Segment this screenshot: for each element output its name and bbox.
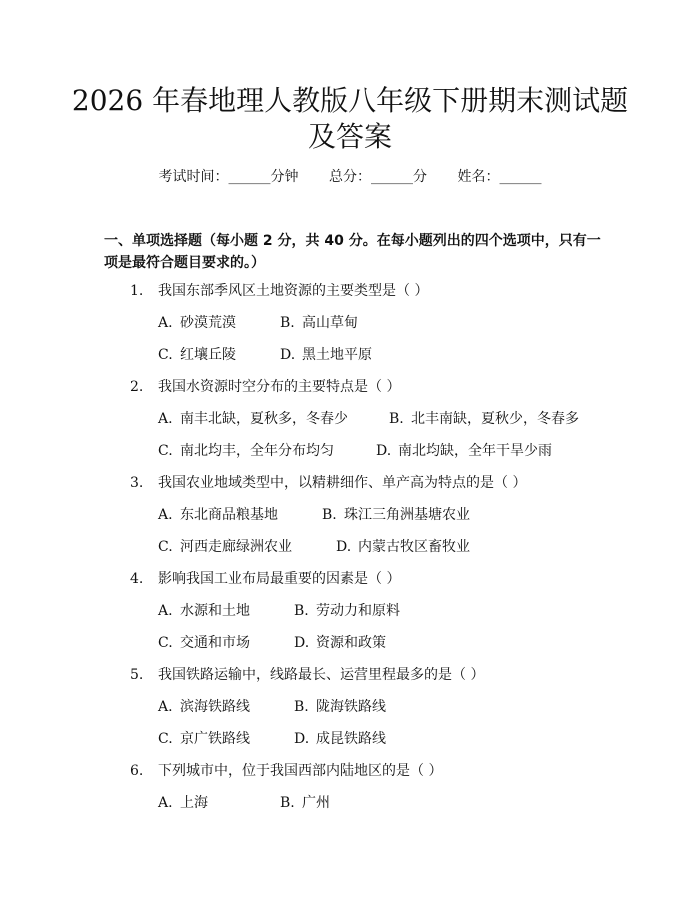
option-6b	[280, 793, 330, 813]
option-2c	[158, 441, 334, 461]
question-number: 1.	[130, 283, 144, 299]
option-label: A.	[158, 699, 173, 715]
question-number: 6.	[130, 763, 144, 779]
option-5a	[158, 697, 250, 717]
option-4a	[158, 601, 250, 621]
option-label: B.	[280, 795, 295, 811]
student-name-field: 姓名：______	[457, 169, 542, 185]
option-label: A.	[158, 507, 173, 523]
question-number: 5.	[130, 667, 144, 683]
option-1c	[158, 345, 236, 365]
option-label: B.	[322, 507, 337, 523]
option-4c	[158, 633, 250, 653]
option-text: 高山草甸	[302, 315, 358, 331]
option-label: A.	[158, 315, 173, 331]
option-label: D.	[376, 443, 392, 459]
option-label: C.	[158, 347, 173, 363]
option-text: 南北均缺，全年干旱少雨	[398, 443, 552, 459]
option-text: 资源和政策	[316, 635, 386, 651]
option-text: 上海	[180, 795, 208, 811]
question-number: 4.	[130, 571, 144, 587]
option-5b	[294, 697, 386, 717]
exam-title-line2: 及答案	[307, 120, 392, 153]
option-2b	[389, 409, 579, 429]
option-text: 陇海铁路线	[316, 699, 386, 715]
question-6-text: 下列城市中，位于我国西部内陆地区的是（ ）	[158, 763, 443, 779]
option-text: 水源和土地	[180, 603, 250, 619]
option-label: D.	[294, 731, 310, 747]
option-text: 成昆铁路线	[316, 731, 386, 747]
option-1a	[158, 313, 236, 333]
option-label: A.	[158, 795, 173, 811]
exam-meta	[0, 167, 700, 187]
option-3d	[336, 537, 470, 557]
option-label: D.	[294, 635, 310, 651]
option-text: 东北商品粮基地	[180, 507, 278, 523]
option-label: D.	[336, 539, 352, 555]
option-text: 北丰南缺，夏秋少，冬春多	[411, 411, 579, 427]
option-text: 内蒙古牧区畜牧业	[358, 539, 470, 555]
option-text: 广州	[302, 795, 330, 811]
option-text: 滨海铁路线	[180, 699, 250, 715]
option-label: C.	[158, 539, 173, 555]
question-2-text: 我国水资源时空分布的主要特点是（ ）	[158, 379, 401, 395]
option-label: B.	[294, 699, 309, 715]
option-label: C.	[158, 731, 173, 747]
option-2d	[376, 441, 552, 461]
option-label: A.	[158, 411, 173, 427]
option-text: 黑土地平原	[302, 347, 372, 363]
question-3-text: 我国农业地域类型中，以精耕细作、单产高为特点的是（ ）	[158, 475, 527, 491]
option-4b	[294, 601, 400, 621]
option-text: 劳动力和原料	[316, 603, 400, 619]
question-number: 3.	[130, 475, 144, 491]
option-5d	[294, 729, 386, 749]
option-6a	[158, 793, 208, 813]
option-text: 红壤丘陵	[180, 347, 236, 363]
option-2a	[158, 409, 348, 429]
total-score-field: 总分：______分	[329, 169, 427, 185]
option-text: 砂漠荒漠	[180, 315, 236, 331]
question-1-text: 我国东部季风区土地资源的主要类型是（ ）	[158, 283, 429, 299]
option-label: A.	[158, 603, 173, 619]
option-label: B.	[294, 603, 309, 619]
option-1d	[280, 345, 372, 365]
option-label: C.	[158, 443, 173, 459]
option-3c	[158, 537, 292, 557]
exam-time-field: 考试时间：______分钟	[158, 169, 299, 185]
option-label: B.	[280, 315, 295, 331]
option-4d	[294, 633, 386, 653]
section-heading-single-choice: 一、单项选择题（每小题 2 分，共 40 分。在每小题列出的四个选项中，只有一项是最符合题目要求的。）	[104, 233, 601, 271]
option-3b	[322, 505, 470, 525]
option-label: B.	[389, 411, 404, 427]
exam-title-line1: 2026 年春地理人教版八年级下册期末测试题	[71, 84, 629, 117]
option-label: D.	[280, 347, 296, 363]
option-text: 南北均丰，全年分布均匀	[180, 443, 334, 459]
option-1b	[280, 313, 358, 333]
option-text: 京广铁路线	[180, 731, 250, 747]
option-3a	[158, 505, 278, 525]
option-text: 南丰北缺，夏秋多，冬春少	[180, 411, 348, 427]
option-5c	[158, 729, 250, 749]
question-number: 2.	[130, 379, 144, 395]
question-4-text: 影响我国工业布局最重要的因素是（ ）	[158, 571, 401, 587]
option-text: 交通和市场	[180, 635, 250, 651]
option-text: 河西走廊绿洲农业	[180, 539, 292, 555]
option-text: 珠江三角洲基塘农业	[344, 507, 470, 523]
option-label: C.	[158, 635, 173, 651]
question-5-text: 我国铁路运输中，线路最长、运营里程最多的是（ ）	[158, 667, 485, 683]
